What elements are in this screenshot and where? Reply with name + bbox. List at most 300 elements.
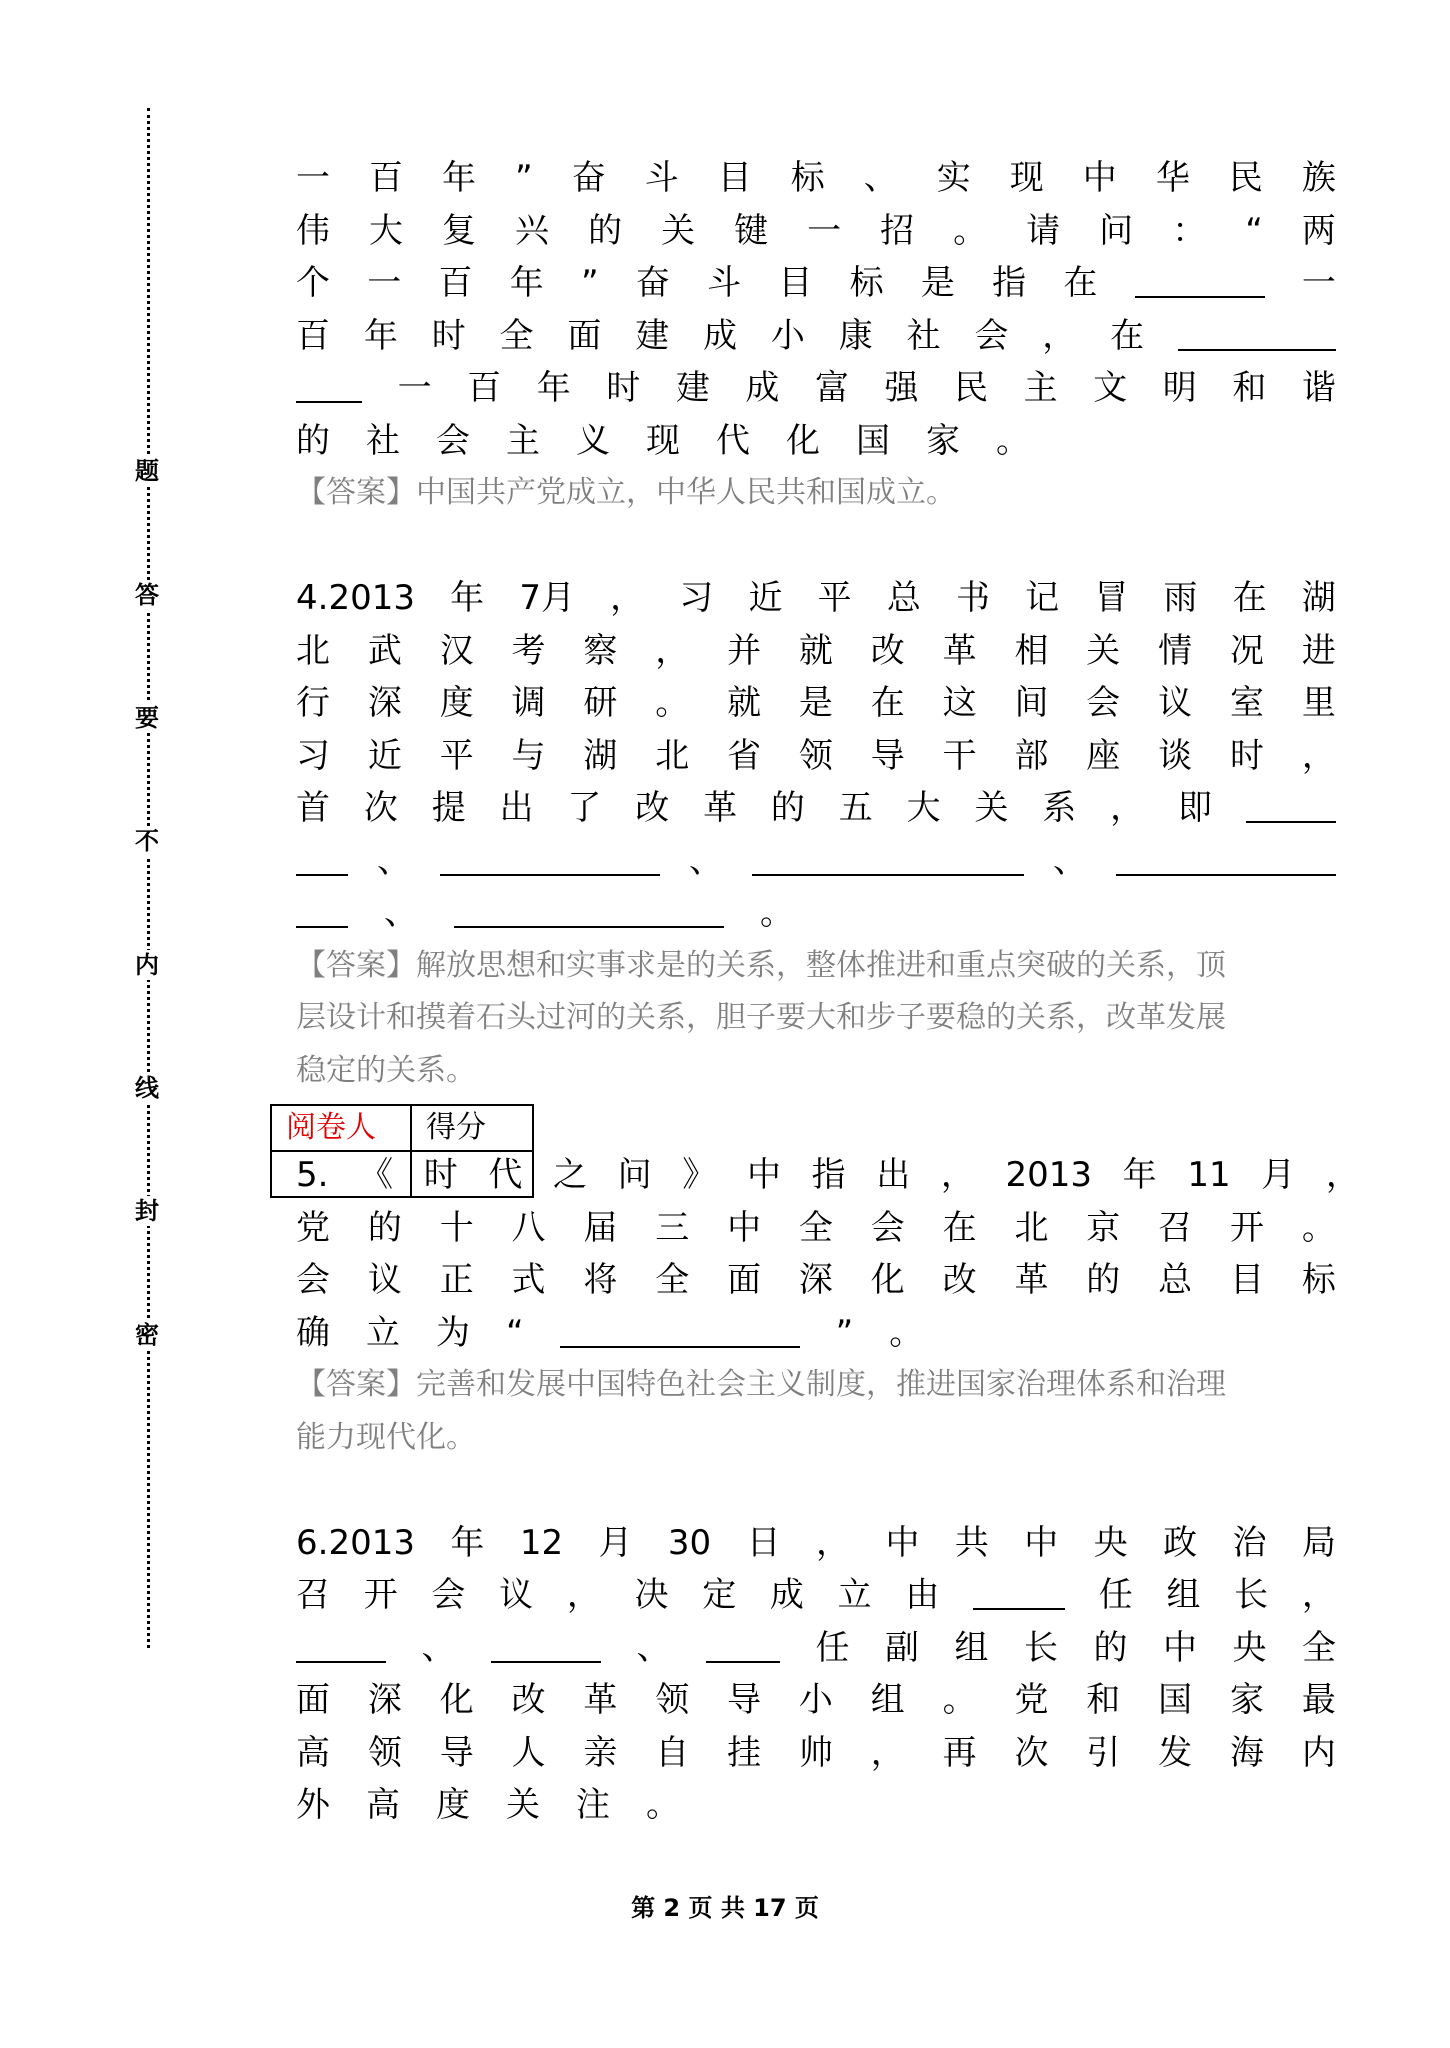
text-char: 的 <box>1086 1260 1121 1300</box>
text-line <box>296 152 1336 205</box>
text-char: 就 <box>727 683 762 723</box>
text-char: 、 <box>421 1627 456 1668</box>
text-char: 年 <box>1122 1155 1157 1195</box>
text-char: 为 <box>436 1312 470 1353</box>
text-char: 习 <box>679 578 714 618</box>
seal-line <box>147 108 150 1648</box>
text-char: 年 <box>509 263 544 303</box>
text-char: 党 <box>1014 1680 1049 1720</box>
text-char: 小 <box>798 1680 833 1720</box>
answer-blank[interactable] <box>296 892 348 928</box>
text-char: 五 <box>838 788 873 828</box>
text-line <box>296 1569 1336 1622</box>
text-line <box>296 362 1336 415</box>
text-char: 定 <box>702 1575 737 1615</box>
text-char: 全 <box>655 1260 690 1300</box>
text-char: 目 <box>1229 1260 1264 1300</box>
text-char: 外 <box>296 1785 330 1825</box>
score-table <box>270 1104 534 1198</box>
text-char: 谈 <box>1158 735 1193 776</box>
text-char: 改 <box>635 788 670 828</box>
text-char: 央 <box>1093 1522 1128 1563</box>
text-char: 民 <box>954 368 989 408</box>
text-char: ， <box>1042 315 1077 356</box>
text-char: 月 <box>1261 1155 1296 1195</box>
text-char: 了 <box>567 788 602 828</box>
text-char: 改 <box>870 630 905 671</box>
text-char: 相 <box>1014 630 1049 671</box>
text-char: 即 <box>1177 788 1212 828</box>
text-char: ， <box>940 1155 975 1195</box>
text-char: 与 <box>511 735 546 776</box>
text-line <box>296 625 1336 678</box>
text-char: 议 <box>1158 683 1193 723</box>
text-char: 立 <box>837 1575 872 1615</box>
text-char: 这 <box>942 683 977 723</box>
text-char: 发 <box>1158 1732 1193 1773</box>
text-char: 近 <box>367 735 402 776</box>
text-char: 议 <box>499 1575 534 1615</box>
text-char: ， <box>816 1522 851 1563</box>
text-char: 组 <box>954 1627 989 1668</box>
text-char: 兴 <box>515 210 550 251</box>
text-char: 斗 <box>707 263 742 303</box>
text-char: 社 <box>906 315 941 356</box>
text-char: 组 <box>870 1680 905 1720</box>
text-char: 平 <box>439 735 474 776</box>
text-char: 央 <box>1232 1627 1267 1668</box>
text-char: 确 <box>296 1312 330 1353</box>
text-char: ” <box>515 158 533 198</box>
text-char: 家 <box>926 420 960 461</box>
text-char: 关 <box>1086 630 1121 671</box>
text-char: 关 <box>661 210 696 251</box>
text-char: 百 <box>467 368 502 408</box>
text-char: ” <box>835 1312 854 1353</box>
answer-text: 【答案】完善和发展中国特色社会主义制度，推进国家治理体系和治理 <box>296 1367 1226 1402</box>
text-char: 年 <box>442 158 477 198</box>
text-char: 年 <box>450 1522 485 1563</box>
seal-char: 题 <box>132 456 162 486</box>
answer-blank[interactable] <box>296 840 348 876</box>
text-char: 最 <box>1301 1680 1336 1720</box>
text-char: 系 <box>1042 788 1077 828</box>
text-char: 召 <box>296 1575 330 1615</box>
text-char: 领 <box>367 1732 402 1773</box>
text-char: 革 <box>703 788 738 828</box>
text-char: 注 <box>576 1785 610 1825</box>
text-char: 复 <box>442 210 477 251</box>
text-char: 总 <box>1158 1260 1193 1300</box>
text-line <box>296 677 1336 730</box>
text-char: 和 <box>1232 368 1267 408</box>
text-char: 大 <box>369 210 404 251</box>
text-char: 将 <box>583 1260 618 1300</box>
text-char: 、 <box>377 840 411 881</box>
text-char: 标 <box>790 158 825 198</box>
answer-blank[interactable] <box>973 1574 1065 1610</box>
text-char: 再 <box>942 1732 977 1773</box>
text-char: 任 <box>815 1627 850 1668</box>
text-char: 谐 <box>1301 368 1336 408</box>
text-char: 5. <box>296 1155 329 1195</box>
text-char: 国 <box>1158 1680 1193 1720</box>
text-char: 冒 <box>1094 578 1129 618</box>
answer-text: 【答案】解放思想和实事求是的关系，整体推进和重点突破的关系，顶 <box>296 947 1226 983</box>
text-char: 在 <box>1110 315 1145 356</box>
text-char: 。 <box>1301 1207 1336 1248</box>
text-char: 一 <box>296 158 330 198</box>
text-char: 习 <box>296 735 330 776</box>
text-char: 党 <box>296 1207 330 1248</box>
text-char: 富 <box>814 368 849 408</box>
text-char: 民 <box>1228 158 1263 198</box>
text-char: 深 <box>367 683 402 723</box>
answer-blank[interactable] <box>706 1627 780 1663</box>
text-char: 湖 <box>1301 578 1336 618</box>
text-line <box>296 1254 1336 1307</box>
text-char: 八 <box>511 1207 546 1248</box>
text-char: “ <box>1245 210 1263 251</box>
text-char: 记 <box>1025 578 1060 618</box>
text-char: 室 <box>1229 683 1264 723</box>
text-char: 》 <box>682 1155 717 1195</box>
text-char: 部 <box>1014 735 1049 776</box>
answer-blank[interactable] <box>752 840 1024 876</box>
text-char: 会 <box>1086 683 1121 723</box>
text-char: 奋 <box>571 158 606 198</box>
text-char: 的 <box>296 420 330 461</box>
seal-char: 要 <box>132 703 162 733</box>
text-char: 和 <box>1086 1680 1121 1720</box>
question-3-text <box>296 152 1336 467</box>
text-char: 实 <box>936 158 971 198</box>
text-char: 会 <box>974 315 1009 356</box>
text-char: 是 <box>798 683 833 723</box>
text-char: 12 <box>519 1522 564 1563</box>
page-footer: 第 2 页 共 17 页 <box>631 1894 819 1922</box>
text-char: 在 <box>1063 263 1098 303</box>
text-char: 一 <box>807 210 842 251</box>
text-char: 2013 <box>1005 1155 1093 1195</box>
text-char: 面 <box>567 315 602 356</box>
text-char: 考 <box>511 630 546 671</box>
text-char: 年 <box>363 315 398 356</box>
text-char: 年 <box>536 368 571 408</box>
text-char: ， <box>1110 788 1145 828</box>
text-line <box>296 310 1336 363</box>
text-char: 在 <box>942 1207 977 1248</box>
text-char: 百 <box>438 263 473 303</box>
text-char: 开 <box>363 1575 398 1615</box>
text-char: 国 <box>856 420 890 461</box>
text-line <box>296 1307 1336 1360</box>
text-char: “ <box>506 1312 524 1353</box>
text-char: 文 <box>1093 368 1128 408</box>
text-char: 省 <box>727 735 762 776</box>
text-char: 奋 <box>635 263 670 303</box>
text-char: 副 <box>885 1627 919 1668</box>
text-char: 导 <box>870 735 905 776</box>
text-char: 座 <box>1086 735 1121 776</box>
text-char: 时 <box>431 315 466 356</box>
text-char: 任 <box>1098 1575 1133 1615</box>
text-char: 改 <box>511 1680 546 1720</box>
text-char: 研 <box>583 683 618 723</box>
text-char: 自 <box>655 1732 690 1773</box>
text-char: 局 <box>1301 1522 1336 1563</box>
text-char: 共 <box>954 1522 989 1563</box>
text-char: 人 <box>511 1732 546 1773</box>
question-6-text <box>296 1517 1336 1832</box>
answer-blank[interactable] <box>440 840 660 876</box>
text-char: 引 <box>1086 1732 1121 1773</box>
text-char: 情 <box>1158 630 1193 671</box>
text-char: 平 <box>817 578 852 618</box>
text-char: 时 <box>423 1155 458 1195</box>
text-char: 决 <box>634 1575 669 1615</box>
text-char: 深 <box>367 1680 402 1720</box>
text-char: 键 <box>734 210 769 251</box>
text-char: 年 <box>450 578 485 618</box>
text-char: 全 <box>1302 1627 1336 1668</box>
seal-char: 线 <box>132 1073 162 1103</box>
text-char: 北 <box>296 630 330 671</box>
answer-blank[interactable] <box>454 892 724 928</box>
text-char: 湖 <box>583 735 618 776</box>
text-char: 况 <box>1229 630 1264 671</box>
text-char: 会 <box>431 1575 466 1615</box>
text-char: 会 <box>296 1260 330 1300</box>
text-char: 大 <box>906 788 941 828</box>
text-char: 的 <box>770 788 805 828</box>
answer-blank[interactable] <box>1116 840 1336 876</box>
text-line <box>296 835 1336 888</box>
text-char: 主 <box>1023 368 1058 408</box>
text-char: 个 <box>296 263 330 303</box>
text-char: 康 <box>838 315 873 356</box>
answer-blank[interactable] <box>1135 262 1265 298</box>
answer-text: 能力现代化。 <box>296 1419 476 1455</box>
answer-blank[interactable] <box>1246 787 1336 823</box>
text-char: 的 <box>367 1207 402 1248</box>
text-char: 、 <box>863 158 898 198</box>
answer-blank[interactable] <box>296 367 362 403</box>
answer-text: 层设计和摸着石头过河的关系，胆子要大和步子要稳的关系，改革发展 <box>296 1000 1226 1035</box>
text-char: 中 <box>746 1155 781 1195</box>
text-char: 月 <box>598 1522 633 1563</box>
text-char: 两 <box>1301 210 1336 251</box>
text-char: 导 <box>439 1732 474 1773</box>
text-char: 主 <box>506 420 540 461</box>
seal-char: 不 <box>132 826 162 856</box>
text-char: 标 <box>1301 1260 1336 1300</box>
text-char: 度 <box>439 683 474 723</box>
seal-char: 封 <box>132 1196 162 1226</box>
text-char: 化 <box>786 420 820 461</box>
text-char: 。 <box>655 683 690 723</box>
text-char: 中 <box>1163 1627 1197 1668</box>
text-char: 标 <box>849 263 884 303</box>
text-char: 日 <box>746 1522 781 1563</box>
text-char: 。 <box>760 893 794 933</box>
text-char: 行 <box>296 683 330 723</box>
text-char: 明 <box>1162 368 1197 408</box>
question-5-answer <box>296 1359 1336 1464</box>
text-char: ， <box>1325 1155 1360 1195</box>
reviewer-label: 阅卷人 <box>271 1105 411 1151</box>
score-cell[interactable] <box>411 1151 533 1197</box>
text-char: 组 <box>1166 1575 1201 1615</box>
text-char: 十 <box>439 1207 474 1248</box>
text-char: 化 <box>439 1680 474 1720</box>
text-line <box>296 887 1336 940</box>
text-char: 召 <box>1158 1207 1193 1248</box>
text-char: ， <box>1301 1575 1336 1615</box>
question-4-answer <box>296 940 1336 1098</box>
text-char: 政 <box>1163 1522 1198 1563</box>
text-char: 武 <box>367 630 402 671</box>
text-char: 革 <box>583 1680 618 1720</box>
text-line <box>296 415 1336 468</box>
text-char: 海 <box>1229 1732 1264 1773</box>
reviewer-cell[interactable] <box>271 1151 411 1197</box>
text-char: 由 <box>905 1575 940 1615</box>
text-char: 全 <box>499 315 534 356</box>
text-char: 里 <box>1301 683 1336 723</box>
answer-blank[interactable] <box>491 1627 601 1663</box>
text-char: 关 <box>506 1785 540 1825</box>
text-char: 化 <box>870 1260 905 1300</box>
text-char: 次 <box>363 788 398 828</box>
text-char: 。 <box>996 420 1030 461</box>
text-char: 一 <box>397 368 432 408</box>
text-char: 4.2013 <box>296 578 415 618</box>
text-char: 7月 <box>519 578 575 618</box>
text-char: 30 <box>667 1522 712 1563</box>
seal-char: 答 <box>132 580 162 610</box>
text-char: 干 <box>942 735 977 776</box>
text-char: 革 <box>942 630 977 671</box>
answer-blank[interactable] <box>1178 315 1336 351</box>
text-char: 。 <box>942 1680 977 1720</box>
text-char: 指 <box>811 1155 846 1195</box>
text-char: 在 <box>870 683 905 723</box>
text-char: 京 <box>1086 1207 1121 1248</box>
text-char: 高 <box>296 1732 330 1773</box>
text-line <box>296 730 1336 783</box>
text-char: 小 <box>770 315 805 356</box>
text-char: 请 <box>1026 210 1061 251</box>
text-char: 时 <box>606 368 641 408</box>
answer-text: 稳定的关系。 <box>296 1052 476 1088</box>
text-char: 之 <box>553 1155 588 1195</box>
text-char: 指 <box>992 263 1027 303</box>
text-char: 革 <box>1014 1260 1049 1300</box>
text-char: 的 <box>588 210 623 251</box>
text-char: 会 <box>870 1207 905 1248</box>
text-char: 调 <box>511 683 546 723</box>
text-line <box>296 1202 1336 1255</box>
text-char: 《 <box>359 1155 394 1195</box>
text-char: 中 <box>1082 158 1117 198</box>
text-char: 汉 <box>439 630 474 671</box>
text-char: 现 <box>646 420 680 461</box>
text-char: 总 <box>886 578 921 618</box>
text-char: 出 <box>499 788 534 828</box>
text-char: 目 <box>717 158 752 198</box>
text-char: 义 <box>576 420 610 461</box>
text-char: 书 <box>955 578 990 618</box>
text-char: 、 <box>636 1627 671 1668</box>
text-char: 并 <box>727 630 762 671</box>
text-char: 招 <box>880 210 915 251</box>
text-char: 内 <box>1301 1732 1336 1773</box>
text-char: 度 <box>436 1785 470 1825</box>
text-char: 百 <box>296 315 330 356</box>
exam-content <box>296 152 1360 1832</box>
text-char: 式 <box>511 1260 546 1300</box>
text-char: 中 <box>1024 1522 1059 1563</box>
answer-blank[interactable] <box>560 1312 800 1348</box>
text-char: 导 <box>727 1680 762 1720</box>
text-char: 领 <box>655 1680 690 1720</box>
text-char: 成 <box>769 1575 804 1615</box>
text-char: 现 <box>1009 158 1044 198</box>
text-char: 、 <box>689 840 723 881</box>
text-char: 、 <box>1053 840 1087 881</box>
text-char: 成 <box>703 315 738 356</box>
text-char: 高 <box>366 1785 400 1825</box>
text-line <box>296 1622 1336 1675</box>
text-char: ， <box>655 630 690 671</box>
text-char: 在 <box>1232 578 1267 618</box>
text-char: 进 <box>1301 630 1336 671</box>
text-char: 就 <box>798 630 833 671</box>
text-line <box>296 257 1336 310</box>
text-char: 届 <box>583 1207 618 1248</box>
text-char: 11 <box>1187 1155 1231 1195</box>
text-char: 6.2013 <box>296 1522 415 1563</box>
text-char: 是 <box>920 263 955 303</box>
text-char: 帅 <box>798 1732 833 1773</box>
text-char: 斗 <box>644 158 679 198</box>
text-char: 长 <box>1024 1627 1058 1668</box>
text-char: 。 <box>646 1785 680 1825</box>
text-char: 领 <box>798 735 833 776</box>
text-char: 华 <box>1155 158 1190 198</box>
text-char: ” <box>581 263 599 303</box>
text-char: 雨 <box>1163 578 1198 618</box>
text-char: 强 <box>884 368 919 408</box>
text-char: 近 <box>748 578 783 618</box>
text-char: 伟 <box>296 210 330 251</box>
text-char: ， <box>610 578 645 618</box>
seal-char: 内 <box>132 950 162 980</box>
text-char: 族 <box>1301 158 1336 198</box>
text-char: 面 <box>296 1680 330 1720</box>
text-char: 察 <box>583 630 618 671</box>
text-char: 正 <box>439 1260 474 1300</box>
text-line <box>296 572 1336 625</box>
text-char: 一 <box>367 263 402 303</box>
seal-char: 密 <box>132 1320 162 1350</box>
answer-blank[interactable] <box>296 1627 386 1663</box>
text-char: 问 <box>617 1155 652 1195</box>
text-line <box>296 205 1336 258</box>
text-char: 三 <box>655 1207 690 1248</box>
text-char: 次 <box>1014 1732 1049 1773</box>
